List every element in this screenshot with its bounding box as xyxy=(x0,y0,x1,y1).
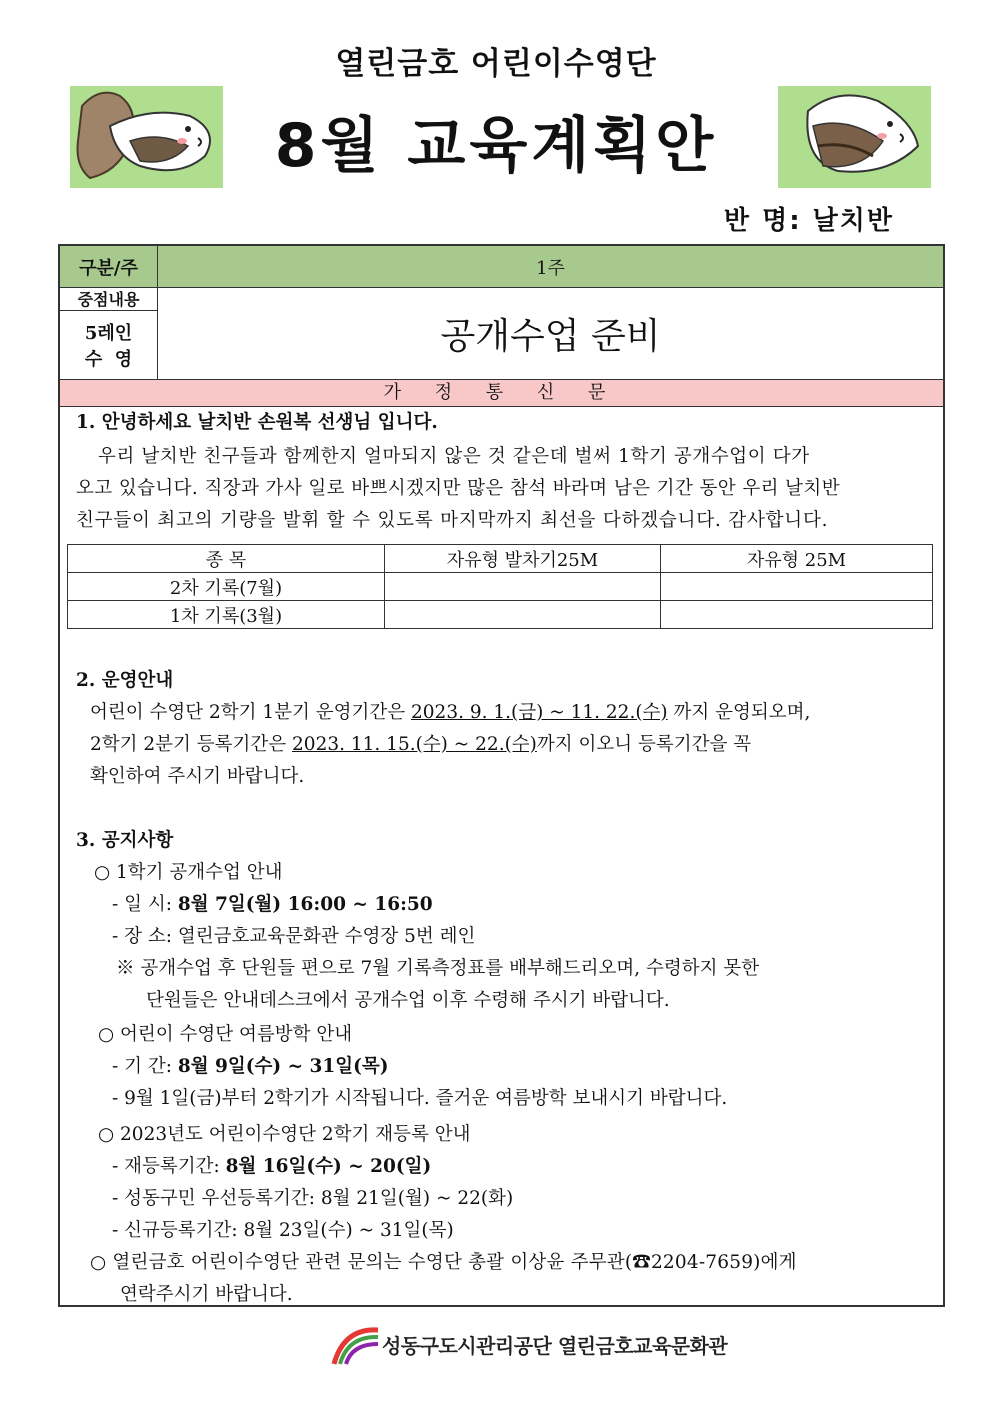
section1-line3: 친구들이 최고의 기량을 발휘 할 수 있도록 마지막까지 최선을 다하겠습니다. 감사합니다. xyxy=(76,510,829,531)
notice2-period xyxy=(112,1052,389,1078)
notice1-note1: ※ 공개수업 후 단원들 편으로 7월 기록측정표를 배부해드리오며, 수령하지 못한 xyxy=(116,958,760,979)
week-row xyxy=(60,246,943,288)
section1-line2: 오고 있습니다. 직장과 가사 일로 바쁘시겠지만 많은 참석 바라며 남은 기간 동안 우리 날치반 xyxy=(76,478,840,499)
notice2-period-label: - 기 간: xyxy=(112,1056,178,1077)
record-round-2: 2차 기록(7월) xyxy=(68,573,385,601)
notice1-note2: 단원들은 안내데스크에서 공개수업 이후 수령해 주시기 바랍니다. xyxy=(146,990,670,1011)
section2-line1-pre: 어린이 수영단 2학기 1분기 운영기간은 xyxy=(90,702,412,723)
notice1-date-value: 8월 7일(월) 16:00 ~ 16:50 xyxy=(177,894,433,915)
record-table xyxy=(67,544,933,629)
section2-line1 xyxy=(90,698,810,724)
section2-line2-pre: 2학기 2분기 등록기간은 xyxy=(90,734,293,755)
org-subtitle: 열린금호 어린이수영단 xyxy=(335,46,657,82)
notice3-re-label: - 재등록기간: xyxy=(112,1156,226,1177)
education-plan-frame xyxy=(58,244,945,1307)
section2-line3: 확인하여 주시기 바랍니다. xyxy=(90,766,305,787)
footer-logo xyxy=(330,1322,728,1368)
record-cell xyxy=(385,601,661,629)
section2-line1-post: 까지 운영되오며, xyxy=(667,702,811,723)
page-title: 8월 교육계획안 xyxy=(274,111,718,181)
notice2-period-value: 8월 9일(수) ~ 31일(목) xyxy=(177,1056,389,1077)
section1-line1: 우리 날치반 친구들과 함께한지 얼마되지 않은 것 같은데 벌써 1학기 공개수업이 다가 xyxy=(98,446,810,467)
swim-label: 수 영 xyxy=(60,345,158,379)
record-round-1: 1차 기록(3월) xyxy=(68,601,385,629)
week-value: 1주 xyxy=(536,257,565,279)
focus-value: 공개수업 준비 xyxy=(440,315,661,357)
lane-label: 5레인 xyxy=(60,311,158,345)
focus-label: 중점내용 xyxy=(60,287,158,311)
table-header-row xyxy=(68,545,933,573)
notice1-date xyxy=(112,890,433,916)
section3-heading: 3. 공지사항 xyxy=(76,830,174,851)
section1-heading: 1. 안녕하세요 날치반 손원복 선생님 입니다. xyxy=(76,412,438,433)
record-cell xyxy=(661,573,933,601)
week-label: 구분/주 xyxy=(60,246,158,287)
notice2-title: ○ 어린이 수영단 여름방학 안내 xyxy=(98,1024,353,1045)
notice3-priority: - 성동구민 우선등록기간: 8월 21일(월) ~ 22(화) xyxy=(112,1188,514,1209)
notice3-re-value: 8월 16일(수) ~ 20(일) xyxy=(225,1156,432,1177)
newsletter-title: 가 정 통 신 문 xyxy=(60,380,943,407)
record-header-event: 종 목 xyxy=(68,545,385,573)
notice3-reregistration xyxy=(112,1152,431,1178)
record-header-kick: 자유형 발차기25M xyxy=(385,545,661,573)
operation-period: 2023. 9. 1.(금) ~ 11. 22.(수) xyxy=(411,702,668,723)
record-cell xyxy=(661,601,933,629)
rainbow-logo-icon xyxy=(330,1322,382,1368)
notice3-title: ○ 2023년도 어린이수영단 2학기 재등록 안내 xyxy=(98,1124,471,1145)
class-name: 반 명: 날치반 xyxy=(723,206,894,236)
notice2-start: - 9월 1일(금)부터 2학기가 시작됩니다. 즐거운 여름방학 보내시기 바랍니다. xyxy=(112,1088,728,1109)
registration-period: 2023. 11. 15.(수) ~ 22.(수) xyxy=(292,734,537,755)
focus-row xyxy=(60,287,943,380)
section2-heading: 2. 운영안내 xyxy=(76,670,174,691)
section2-line2-post: 까지 이오니 등록기간을 꼭 xyxy=(536,734,752,755)
notice1-title: ○ 1학기 공개수업 안내 xyxy=(94,862,283,883)
table-row xyxy=(68,573,933,601)
notice3-new: - 신규등록기간: 8월 23일(수) ~ 31일(목) xyxy=(112,1220,454,1241)
record-header-free: 자유형 25M xyxy=(661,545,933,573)
table-row xyxy=(68,601,933,629)
notice1-place: - 장 소: 열린금호교육문화관 수영장 5번 레인 xyxy=(112,926,476,947)
notice4-line1: ○ 열린금호 어린이수영단 관련 문의는 수영단 총괄 이상윤 주무관(☎2204-7659)에게 xyxy=(90,1252,797,1273)
footer-org-name: 성동구도시관리공단 열린금호교육문화관 xyxy=(382,1334,728,1358)
notice1-date-label: - 일 시: xyxy=(112,894,178,915)
section2-line2 xyxy=(90,730,751,756)
notice4-line2: 연락주시기 바랍니다. xyxy=(120,1284,293,1305)
record-cell xyxy=(385,573,661,601)
